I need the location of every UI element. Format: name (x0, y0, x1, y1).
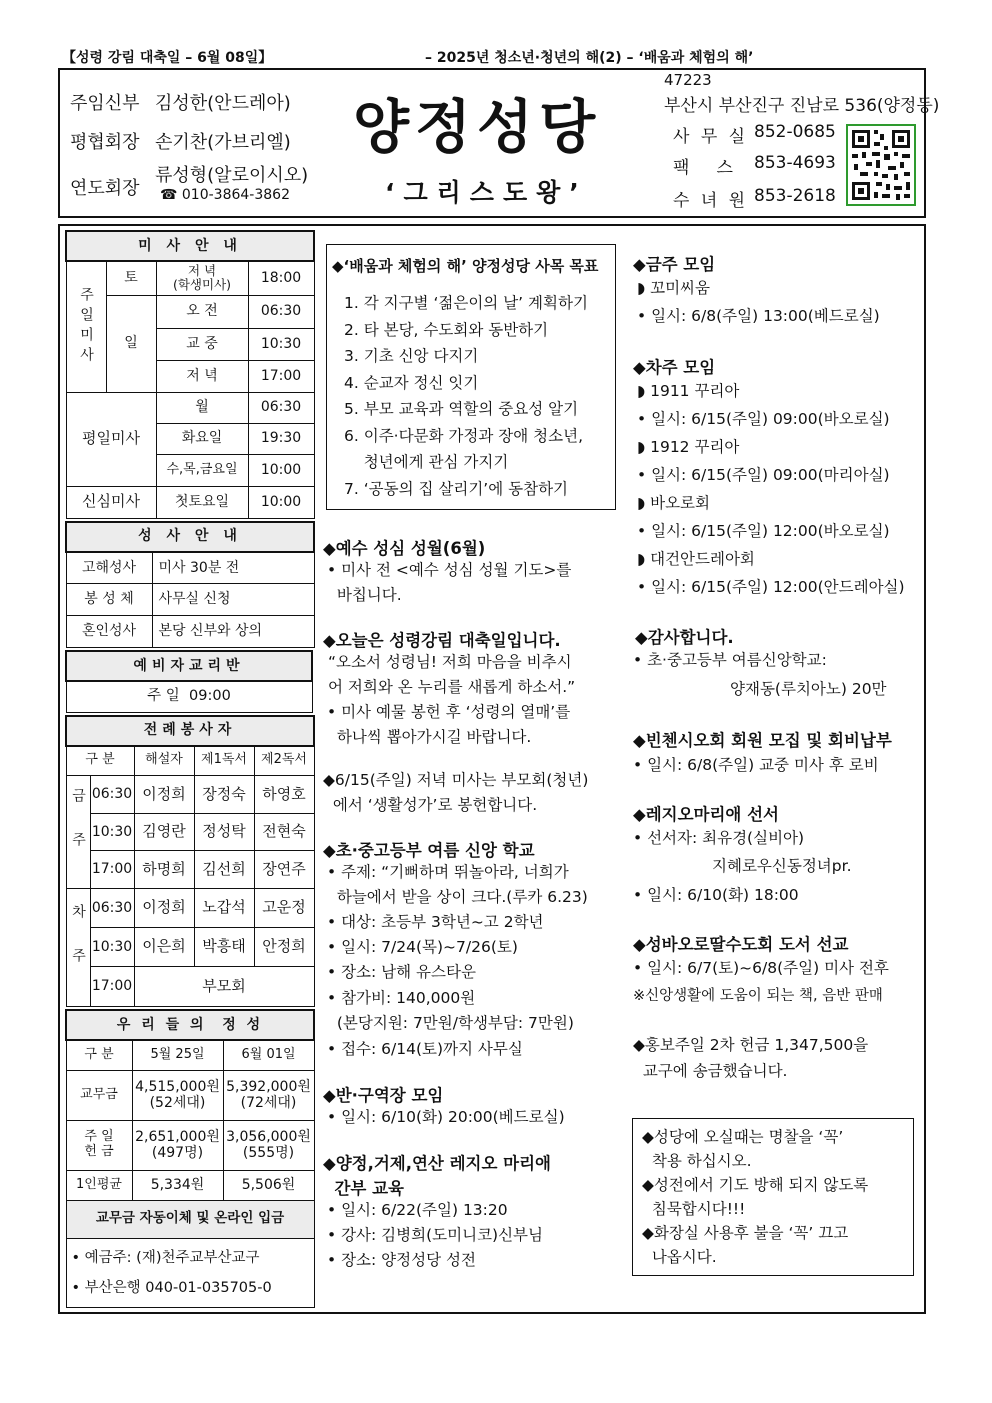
goal-item: 4. 순교자 정신 잇기 (344, 373, 479, 392)
leaders-meeting-title: ◆반·구역장 모임 (323, 1086, 444, 1105)
devotion-mass-name: 첫토요일 (156, 486, 248, 518)
server-commentator: 김영란 (134, 814, 194, 851)
this-week-meeting-title: ◆금주 모임 (633, 255, 716, 274)
servers-title: 전례봉사자 (66, 716, 314, 746)
this-week-label: 금주 (66, 776, 90, 889)
next-week-meeting-title: ◆차주 모임 (633, 358, 716, 377)
goal-item: 2. 타 본당, 수도회와 동반하기 (344, 320, 549, 339)
district-label: 연도회장 (70, 178, 140, 199)
weekday-mass-name: 화요일 (156, 423, 248, 454)
meeting-group: ◗ 꼬미씨움 (637, 279, 710, 297)
office-phone: 852-0685 (754, 122, 836, 142)
sacrament-value: 본당 신부와 상의 (152, 616, 314, 648)
pentecost-line: • 미사 예물 봉헌 후 ‘성령의 열매’를 (327, 703, 571, 721)
sunday-mass-name: 교 중 (156, 328, 248, 360)
offering-value: 4,515,000원 (52세대) (132, 1070, 223, 1120)
legio-education-line: • 장소: 양정성당 성전 (327, 1251, 476, 1269)
summer-school-line: (본당지원: 7만원/학생부담: 7만원) (327, 1014, 574, 1032)
sunday-mass-name: 저 녁 (156, 360, 248, 392)
media-sunday-note: 교구에 송금했습니다. (633, 1062, 788, 1080)
meeting-time: • 일시: 6/15(주일) 12:00(안드레아실) (637, 578, 905, 596)
book-mission-title: ◆성바오로딸수도회 도서 선교 (633, 935, 849, 954)
pentecost-line: 어 저희와 온 누리를 새롭게 하소서.” (328, 678, 576, 696)
youth-mass-note: ◆6/15(주일) 저녁 미사는 부모회(청년) (323, 771, 589, 789)
pentecost-title: ◆오늘은 성령강림 대축일입니다. (323, 631, 561, 650)
offering-value: 5,334원 (132, 1170, 223, 1200)
weekday-mass-name: 수,목,금요일 (156, 454, 248, 486)
offering-table (65, 1009, 315, 1308)
server-reader1: 노갑석 (194, 889, 254, 928)
sacrament-value: 사무실 신청 (152, 584, 314, 616)
summer-school-line: • 장소: 남해 유스타운 (327, 963, 476, 981)
notice-line: 침묵합시다!!! (642, 1200, 746, 1218)
server-reader1: 김선희 (194, 851, 254, 889)
office-label: 사 무 실 (673, 127, 749, 147)
district-phone: ☎ 010-3864-3862 (160, 187, 290, 203)
server-time: 10:30 (90, 928, 134, 967)
sunday-mass-label: 주일미사 (66, 261, 106, 392)
weekday-mass-label: 평일미사 (66, 392, 156, 486)
server-time: 06:30 (90, 889, 134, 928)
weekday-mass-name: 월 (156, 392, 248, 423)
legio-oath-line: 지혜로우신동정녀pr. (712, 857, 852, 875)
server-reader2: 고운정 (254, 889, 314, 928)
goal-item: 1. 각 지구별 ‘젊은이의 날’ 계획하기 (344, 294, 588, 312)
sacred-heart-title: ◆예수 성심 성월(6월) (323, 539, 486, 558)
goal-item: 5. 부모 교육과 역할의 중요성 알기 (344, 400, 579, 418)
council-name: 손기찬(가브리엘) (155, 132, 291, 153)
sacrament-key: 고해성사 (66, 552, 152, 584)
left-column (65, 230, 315, 1308)
server-time: 17:00 (90, 967, 134, 1007)
server-time: 06:30 (90, 776, 134, 814)
book-mission-line: • 일시: 6/7(토)~6/8(주일) 미사 전후 (633, 959, 889, 977)
summer-school-line: • 참가비: 140,000원 (327, 989, 476, 1007)
weekday-mass-time: 10:00 (248, 454, 314, 486)
notice-line: ◆성당에 오실때는 명찰을 ‘꼭’ (642, 1128, 844, 1146)
server-commentator: 이정희 (134, 889, 194, 928)
server-commentator: 하명희 (134, 851, 194, 889)
fax-phone: 853-4693 (754, 153, 836, 173)
account-holder: • 예금주: (재)천주교부산교구 (71, 1249, 260, 1266)
summer-school-title: ◆초·중고등부 여름 신앙 학교 (323, 841, 535, 860)
vincent-title: ◆빈첸시오회 회원 모집 및 회비납부 (633, 731, 892, 750)
saturday-mass-name: 저 녁 (학생미사) (156, 261, 248, 295)
goal-item: 7. ‘공동의 집 살리기’에 동참하기 (344, 479, 569, 498)
weekday-mass-time: 06:30 (248, 392, 314, 423)
legio-education-line: • 일시: 6/22(주일) 13:20 (327, 1201, 508, 1219)
offering-title: 우 리 들 의 정 성 (66, 1010, 314, 1040)
server-reader2: 전현숙 (254, 814, 314, 851)
devotion-mass-time: 10:00 (248, 486, 314, 518)
meeting-time: • 일시: 6/15(주일) 09:00(마리아실) (637, 466, 890, 484)
year-theme: – 2025년 청소년·청년의 해(2) – ‘배움과 체험의 해’ (425, 50, 754, 66)
notice-line: ◆성전에서 기도 방해 되지 않도록 (642, 1176, 869, 1194)
convent-label: 수 녀 원 (673, 191, 749, 211)
sacrament-key: 봉 성 체 (66, 584, 152, 616)
offering-value: 2,651,000원 (497명) (132, 1120, 223, 1170)
goal-item: 6. 이주·다문화 가정과 장애 청소년, (344, 426, 584, 445)
goal-item: 청년에게 관심 가지기 (344, 453, 509, 471)
server-group: 부모회 (134, 967, 314, 1007)
server-time: 17:00 (90, 851, 134, 889)
server-reader2: 하영호 (254, 776, 314, 814)
mass-table (65, 230, 315, 519)
thanks-line: 양재동(루치아노) 20만 (730, 680, 887, 698)
sacred-heart-line: • 미사 전 <예수 성심 성월 기도>를 (327, 561, 572, 579)
meeting-time: • 일시: 6/15(주일) 12:00(바오로실) (637, 522, 890, 540)
sacrament-table (65, 521, 315, 649)
youth-mass-note: 에서 ‘생활성가’로 봉헌합니다. (323, 796, 538, 814)
district-name: 류성형(알로이시오) (155, 165, 309, 186)
address: 부산시 부산진구 진남로 536(양정동) (664, 96, 940, 116)
convent-phone: 853-2618 (754, 186, 836, 206)
sunday-mass-time: 10:30 (248, 328, 314, 360)
offering-value: 5,506원 (223, 1170, 314, 1200)
account-bank: • 부산은행 040-01-035705-0 (71, 1279, 272, 1296)
issue-date: 【성령 강림 대축일 – 6월 08일】 (62, 50, 273, 66)
sunday-mass-time: 17:00 (248, 360, 314, 392)
server-reader1: 장정숙 (194, 776, 254, 814)
sacrament-key: 혼인성사 (66, 616, 152, 648)
pentecost-line: 하나씩 뽑아가시길 바랍니다. (327, 728, 532, 746)
vincent-line: • 일시: 6/8(주일) 교중 미사 후 로비 (633, 756, 879, 774)
meeting-time: • 일시: 6/15(주일) 09:00(바오로실) (637, 410, 890, 428)
servers-header: 구 분 (66, 746, 134, 776)
meeting-group: ◗ 바오로회 (637, 494, 710, 512)
sacrament-value: 미사 30분 전 (152, 552, 314, 584)
servers-header: 해설자 (134, 746, 194, 776)
notice-line: 착용 하십시오. (642, 1152, 752, 1170)
priest-name: 김성한(안드레아) (155, 93, 291, 114)
pastoral-goals-list (344, 290, 588, 502)
server-commentator: 이정희 (134, 776, 194, 814)
offering-header: 5월 25일 (132, 1040, 223, 1070)
notice-line: ◆화장실 사용후 불을 ‘꼭’ 끄고 (642, 1224, 849, 1242)
offering-header: 6월 01일 (223, 1040, 314, 1070)
qr-code-icon (848, 126, 914, 204)
offering-key: 주 일 헌 금 (66, 1120, 132, 1170)
server-reader2: 안정희 (254, 928, 314, 967)
servers-header: 제1독서 (194, 746, 254, 776)
qr-code[interactable] (846, 124, 916, 206)
fax-label: 팩 스 (673, 158, 733, 178)
meeting-group: ◗ 1912 꾸리아 (637, 438, 740, 456)
goal-item: 3. 기초 신앙 다지기 (344, 347, 479, 365)
weekday-mass-time: 19:30 (248, 423, 314, 454)
sunday-mass-time: 06:30 (248, 295, 314, 328)
notice-line: 나옵시다. (642, 1248, 717, 1266)
sunday-mass-name: 오 전 (156, 295, 248, 328)
pastoral-goals-title: ◆‘배움과 체험의 해’ 양정성당 사목 목표 (332, 257, 599, 275)
thanks-title: ◆감사합니다. (635, 628, 734, 647)
offering-value: 3,056,000원 (555명) (223, 1120, 314, 1170)
summer-school-line: • 대상: 초등부 3학년~고 2학년 (327, 913, 544, 931)
offering-key: 1인평균 (66, 1170, 132, 1200)
server-reader2: 장연주 (254, 851, 314, 889)
catechumen-table (65, 650, 313, 713)
council-label: 평협회장 (70, 132, 140, 153)
legio-education-line: • 강사: 김병희(도미니코)신부님 (327, 1226, 543, 1244)
offering-value: 5,392,000원 (72세대) (223, 1070, 314, 1120)
book-mission-line: ※신앙생활에 도움이 되는 책, 음반 판매 (633, 988, 883, 1004)
catechumen-title: 예비자교리반 (66, 651, 312, 681)
devotion-mass-label: 신심미사 (66, 486, 156, 518)
servers-header: 제2독서 (254, 746, 314, 776)
thanks-line: • 초·중고등부 여름신앙학교: (633, 651, 827, 669)
server-time: 10:30 (90, 814, 134, 851)
server-reader1: 정성탁 (194, 814, 254, 851)
legio-education-title: ◆양정,거제,연산 레지오 마리애 (323, 1154, 551, 1173)
priest-label: 주임신부 (70, 93, 140, 114)
summer-school-line: • 접수: 6/14(토)까지 사무실 (327, 1040, 523, 1058)
postcode: 47223 (664, 71, 712, 89)
offering-key: 교무금 (66, 1070, 132, 1120)
saturday-label: 토 (106, 261, 156, 295)
server-reader1: 박흥태 (194, 928, 254, 967)
server-commentator: 이은희 (134, 928, 194, 967)
leaders-meeting-line: • 일시: 6/10(화) 20:00(베드로실) (327, 1108, 565, 1126)
legio-oath-line: • 일시: 6/10(화) 18:00 (633, 886, 799, 904)
saturday-mass-time: 18:00 (248, 261, 314, 295)
meeting-group: ◗ 1911 꾸리아 (637, 382, 740, 400)
church-motto: ‘그리스도왕’ (385, 178, 588, 207)
legio-oath-title: ◆레지오마리애 선서 (633, 805, 779, 824)
mass-title: 미 사 안 내 (66, 231, 314, 261)
summer-school-line: • 주제: “기뻐하며 뛰놀아라, 너희가 (327, 863, 569, 881)
meeting-group: ◗ 대건안드레아회 (637, 550, 755, 568)
offering-header: 구 분 (66, 1040, 132, 1070)
next-week-label: 차주 (66, 889, 90, 1007)
summer-school-line: • 일시: 7/24(목)~7/26(토) (327, 938, 518, 956)
auto-transfer-title: 교무금 자동이체 및 온라인 입금 (66, 1200, 314, 1238)
pentecost-line: “오소서 성령님! 저희 마음을 비추시 (328, 653, 572, 671)
meeting-time: • 일시: 6/8(주일) 13:00(베드로실) (637, 307, 880, 325)
sunday-label: 일 (106, 295, 156, 392)
sacred-heart-line: 바칩니다. (327, 586, 402, 604)
catechumen-time: 주 일 09:00 (66, 681, 312, 712)
legio-education-title: 간부 교육 (323, 1179, 404, 1198)
media-sunday-note: ◆홍보주일 2차 헌금 1,347,500을 (633, 1036, 869, 1054)
legio-oath-line: • 선서자: 최유경(실비아) (633, 829, 805, 847)
servers-table (65, 715, 315, 1008)
sacrament-title: 성 사 안 내 (66, 522, 314, 552)
summer-school-line: 하늘에서 받을 상이 크다.(루카 6.23) (327, 888, 588, 906)
church-name: 양정성당 (353, 93, 602, 161)
